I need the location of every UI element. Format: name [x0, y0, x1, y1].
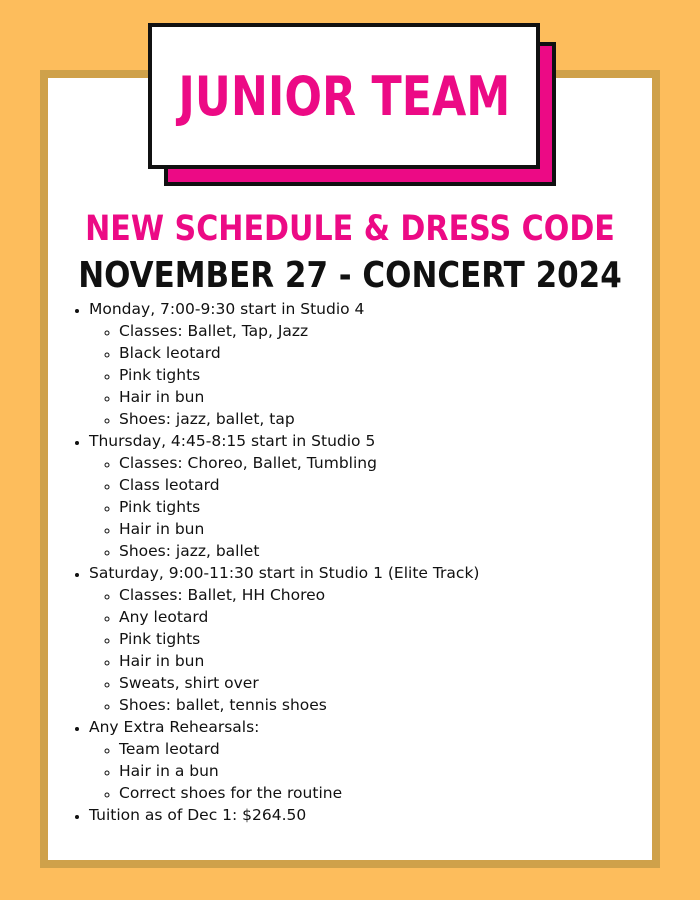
detail-item: ◦ Hair in a bun [119, 760, 659, 782]
session-heading: Thursday, 4:45-8:15 start in Studio 5 [89, 432, 376, 450]
detail-item: ◦ Hair in bun [119, 518, 659, 540]
session-thursday [89, 430, 659, 562]
detail-item: ◦ Any leotard [119, 606, 659, 628]
tuition-item: • Tuition as of Dec 1: $264.50 [89, 804, 659, 826]
session-heading: Saturday, 9:00-11:30 start in Studio 1 (Elite Track) [89, 564, 480, 582]
session-details [89, 320, 659, 430]
detail-item: ◦ Shoes: jazz, ballet [119, 540, 659, 562]
session-details [89, 738, 659, 804]
banner-title: JUNIOR TEAM [178, 64, 510, 128]
detail-item: ◦ Classes: Ballet, HH Choreo [119, 584, 659, 606]
detail-item: ◦ Correct shoes for the routine [119, 782, 659, 804]
detail-item: ◦ Classes: Choreo, Ballet, Tumbling [119, 452, 659, 474]
detail-item: ◦ Shoes: jazz, ballet, tap [119, 408, 659, 430]
detail-item: ◦ Shoes: ballet, tennis shoes [119, 694, 659, 716]
detail-item: ◦ Classes: Ballet, Tap, Jazz [119, 320, 659, 342]
session-heading: Any Extra Rehearsals: [89, 718, 260, 736]
detail-item: ◦ Black leotard [119, 342, 659, 364]
title-banner [148, 23, 540, 169]
date-heading: NOVEMBER 27 - CONCERT 2024 [78, 255, 622, 296]
session-saturday [89, 562, 659, 716]
subtitle-heading: NEW SCHEDULE & DRESS CODE [85, 209, 615, 249]
schedule-list [70, 298, 659, 826]
detail-item: ◦ Class leotard [119, 474, 659, 496]
session-heading: Monday, 7:00-9:30 start in Studio 4 [89, 300, 365, 318]
detail-item: ◦ Hair in bun [119, 650, 659, 672]
detail-item: ◦ Pink tights [119, 364, 659, 386]
detail-item: ◦ Pink tights [119, 628, 659, 650]
session-details [89, 584, 659, 716]
detail-item: ◦ Hair in bun [119, 386, 659, 408]
detail-item: ◦ Team leotard [119, 738, 659, 760]
detail-item: ◦ Sweats, shirt over [119, 672, 659, 694]
session-monday [89, 298, 659, 430]
session-details [89, 452, 659, 562]
session-extra-rehearsals [89, 716, 659, 804]
detail-item: ◦ Pink tights [119, 496, 659, 518]
